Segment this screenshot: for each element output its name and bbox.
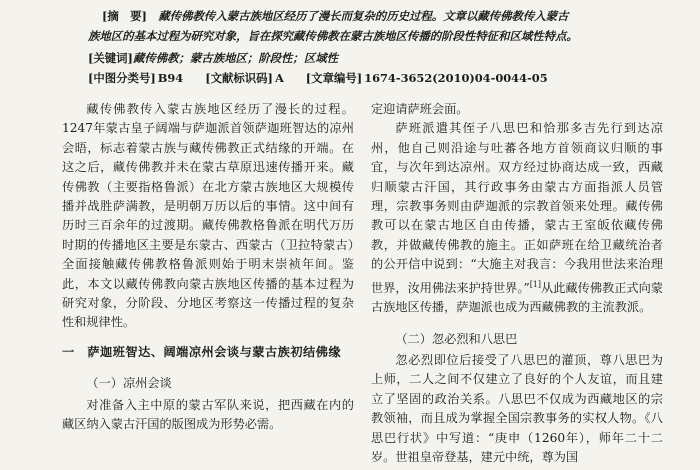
intro-paragraph: 藏传佛教传入蒙古族地区经历了漫长的过程。1247年蒙古皇子阔端与萨迦派首领萨迦班智达的凉州会晤，标志着蒙古族与藏传佛教正式结缘的开端。在这之后，藏传佛教并未在蒙古草原迅速传播开来。藏传佛教（主要指格鲁派）在北方蒙古族地区大规模传播并战胜萨满教，是明朝万历以后的事情。这中间有历时三百余年的过渡期。藏传佛教格鲁派在明代万历时期的传播地区主要是东蒙古、西蒙古（卫拉特蒙古）全面接触藏传佛教格鲁派则始于明末崇祯年间。鉴此，本文以藏传佛教向蒙古族地区传播的基本过程为研究对象，分阶段、分地区考察这一传播过程的复杂性和规律性。 xyxy=(62,102,354,330)
keywords-text: 藏传佛教；蒙古族地区；阶段性；区域性 xyxy=(132,51,338,65)
citation-ref: [1] xyxy=(529,279,542,289)
subsection-heading-2: （二）忽必烈和八思巴 xyxy=(395,331,518,346)
doc-label: [文献标识码] xyxy=(205,71,273,85)
right-column xyxy=(371,100,663,467)
right-paragraph-2: 忽必烈即位后接受了八思巴的灌顶，尊八思巴为上师，二人之间不仅建立了良好的个人友谊，而且建立了坚固的政治关系。八思巴不仅成为西藏地区的宗教领袖，而且成为掌握全国宗教事务的实权人物。《八思巴行状》中写道：“庚申（1260年），师年二十二岁。世祖皇帝登基，建元中统，尊为国 xyxy=(371,352,663,464)
doc-value: A xyxy=(274,71,284,85)
abstract-line-1 xyxy=(88,6,648,26)
abstract-block xyxy=(88,6,648,46)
abstract-tag: [摘 要] xyxy=(102,9,147,23)
abstract-text-2: 族地区的基本过程为研究对象，旨在探究藏传佛教在蒙古族地区传播的阶段性特征和区域性特点。 xyxy=(88,29,578,43)
classification-line xyxy=(88,68,648,88)
right-paragraph-1b: 从此藏传佛教正式向蒙古族地区传播，萨迦派也成为西藏佛教的主流教派。 xyxy=(371,280,663,315)
article-label: [文章编号] xyxy=(305,71,363,85)
subsection-heading-1: （一）凉州会谈 xyxy=(86,376,172,391)
clc-label: [中图分类号] xyxy=(88,71,156,85)
abstract-text-1: 藏传佛教传入蒙古族地区经历了漫长而复杂的历史过程。文章以藏传佛教传入蒙古 xyxy=(158,9,569,23)
right-paragraph-1 xyxy=(371,119,663,317)
right-paragraph-1a: 萨班派遣其侄子八思巴和恰那多吉先行到达凉州，他自己则沿途与吐蕃各地方首领商议归顺的事宜，与次年到达凉州。双方经过协商达成一致，西藏归顺蒙古汗国，其行政事务由蒙古方面指派人员管理，宗教事务则由萨迦派的宗教首领来处理。藏传佛教可以在蒙古地区自由传播，蒙古王室皈依藏传佛教，并做藏传佛教的施主。正如萨班在给卫藏统治者的公开信中说到：“大施主对我言：今我用世法来治理世界，汝用佛法来护持世界。” xyxy=(371,121,663,295)
keywords-line xyxy=(88,48,338,68)
left-paragraph-2: 对准备入主中原的蒙古军队来说，把西藏在内的藏区纳入蒙古汗国的版图成为形势必需。 xyxy=(62,397,354,432)
keywords-tag: [关键词] xyxy=(88,51,133,65)
article-value: 1674-3652(2010)04-0044-05 xyxy=(364,71,548,85)
clc-value: B94 xyxy=(157,71,184,85)
left-column xyxy=(62,100,354,435)
section-heading-1: 一 萨迦班智达、阔端凉州会谈与蒙古族初结佛缘 xyxy=(62,344,342,359)
right-continuation: 定迎请萨班会面。 xyxy=(371,102,469,116)
